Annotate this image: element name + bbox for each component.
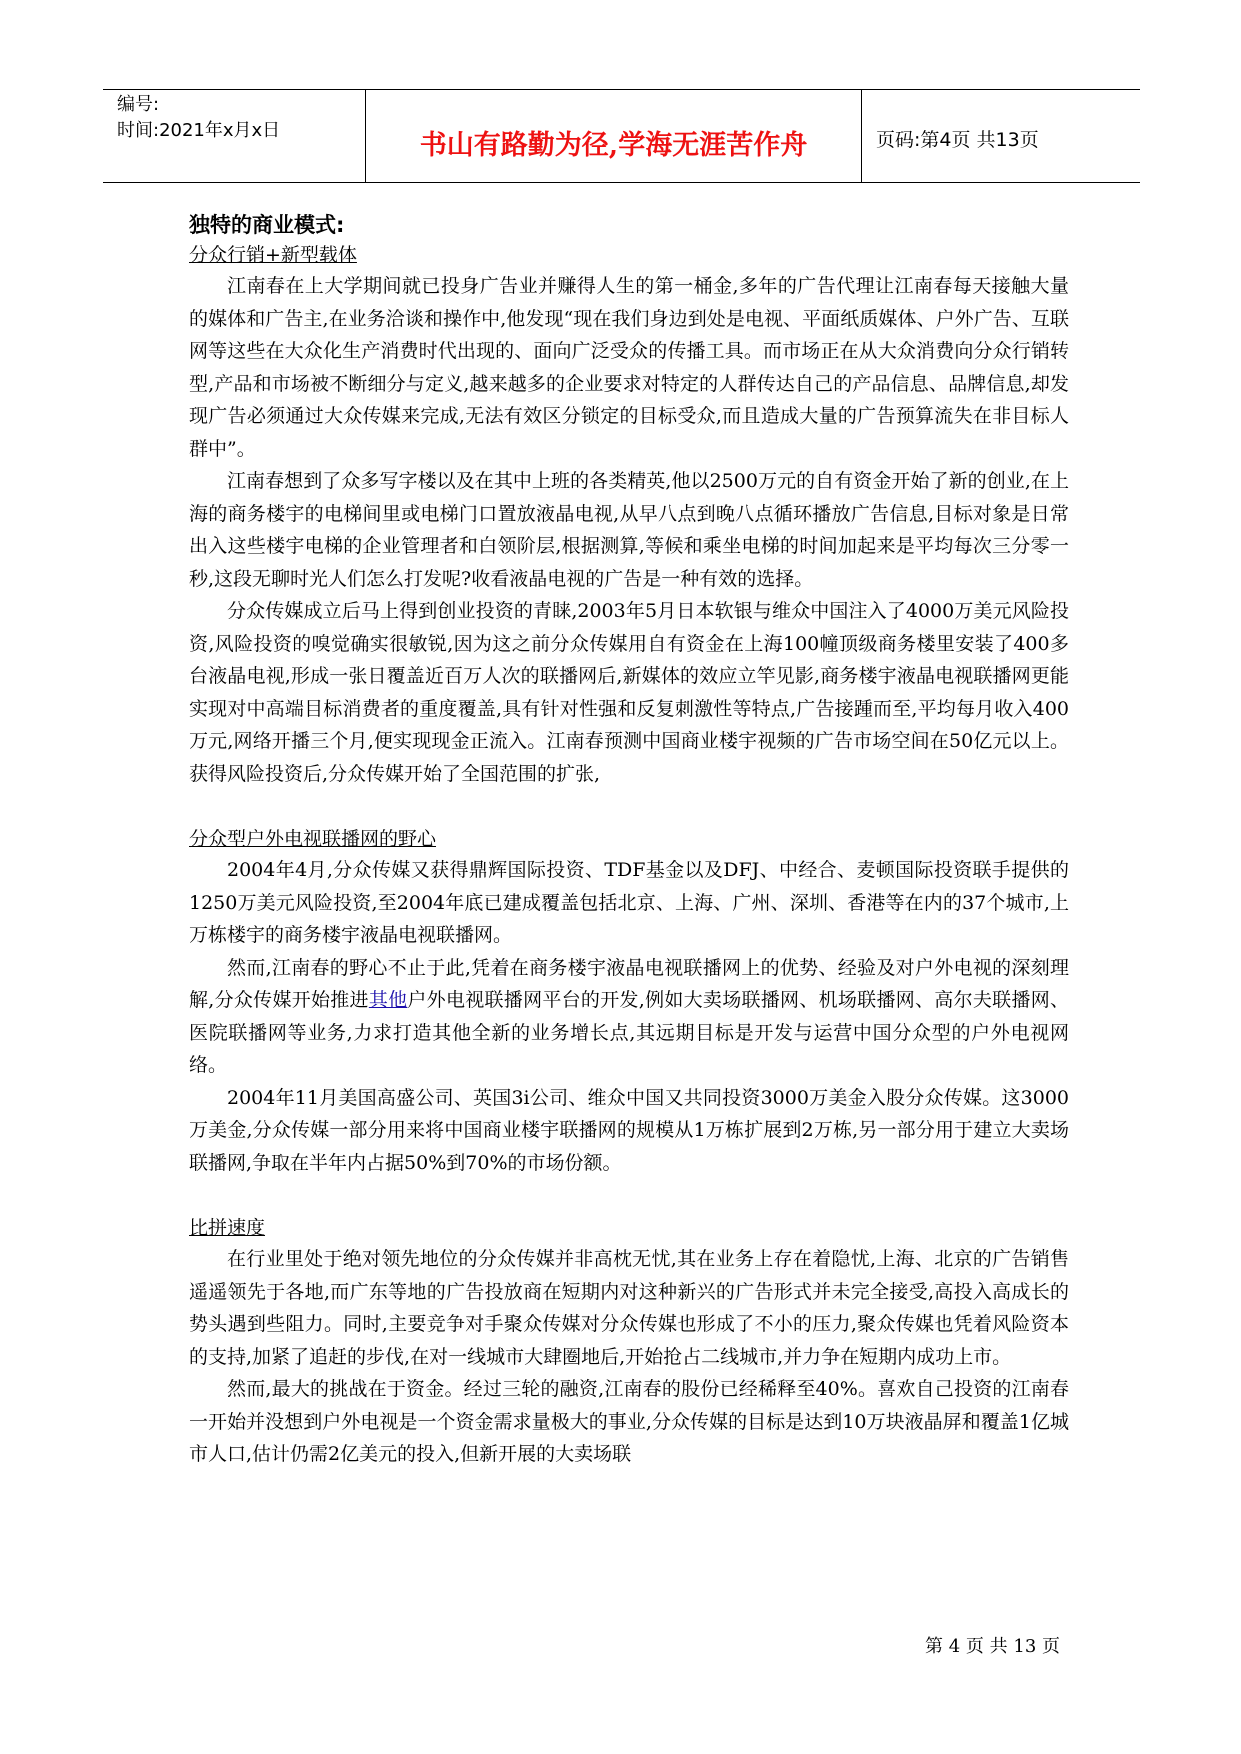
paragraph: 江南春想到了众多写字楼以及在其中上班的各类精英,他以2500万元的自有资金开始了新的创业,在上海的商务楼宇的电梯间里或电梯门口置放液晶电视,从早八点到晚八点循环播放广告信息,目标对象是日常出入这些楼宇电梯的企业管理者和白领阶层,根据测算,等候和乘坐电梯的时间加起来是平均每次三分零一秒,这段无聊时光人们怎么打发呢?收看液晶电视的广告是一种有效的选择。 (189, 470, 1069, 590)
spacer (189, 790, 1069, 824)
paragraph: 2004年11月美国高盛公司、英国3i公司、维众中国又共同投资3000万美金入股分众传媒。这3000万美金,分众传媒一部分用来将中国商业楼宇联播网的规模从1万栋扩展到2万栋,另一部分用于建立大卖场联播网,争取在半年内占据50%到70%的市场份额。 (189, 1086, 1069, 1174)
section-heading-2: 分众型户外电视联播网的野心 (189, 828, 437, 850)
page-number-label: 页码:第4页 共13页 (876, 129, 1039, 151)
section-heading-3: 比拼速度 (189, 1217, 266, 1239)
header-info-cell (103, 90, 366, 182)
section-heading-1: 分众行销+新型载体 (189, 244, 357, 266)
header-table (103, 89, 1140, 183)
paragraph: 在行业里处于绝对领先地位的分众传媒并非高枕无忧,其在业务上存在着隐忧,上海、北京的广告销售遥遥领先于各地,而广东等地的广告投放商在短期内对这种新兴的广告形式并未完全接受,高投入高成长的势头遇到些阻力。同时,主要竞争对手聚众传媒对分众传媒也形成了不小的压力,聚众传媒也凭着风险资本的支持,加紧了追赶的步伐,在对一线城市大肆圈地后,开始抢占二线城市,并力争在短期内成功上市。 (189, 1248, 1069, 1368)
other-link[interactable]: 其他 (368, 989, 408, 1011)
spacer (189, 1179, 1069, 1213)
serial-label: 编号: (117, 94, 160, 115)
header-motto-cell (366, 90, 862, 182)
page-footer: 第 4 页 共 13 页 (925, 1636, 1060, 1657)
article-title: 独特的商业模式: (189, 213, 345, 237)
paragraph-text: 户外电视联播网平台的开发,例如大卖场联播网、机场联播网、高尔夫联播网、医院联播网等业务,力求打造其他全新的业务增长点,其远期目标是开发与运营中国分众型的户外电视网络。 (189, 989, 1069, 1076)
motto: 书山有路勤为径,学海无涯苦作舟 (419, 130, 808, 161)
paragraph (189, 952, 1069, 1082)
header-page-cell (862, 90, 1140, 182)
time-label: 时间:2021年x月x日 (117, 120, 281, 141)
paragraph: 2004年4月,分众传媒又获得鼎辉国际投资、TDF基金以及DFJ、中经合、麦顿国际投资联手提供的1250万美元风险投资,至2004年底已建成覆盖包括北京、上海、广州、深圳、香港等在内的37个城市,上万栋楼宇的商务楼宇液晶电视联播网。 (189, 859, 1069, 946)
paragraph: 然而,最大的挑战在于资金。经过三轮的融资,江南春的股份已经稀释至40%。喜欢自己投资的江南春一开始并没想到户外电视是一个资金需求量极大的事业,分众传媒的目标是达到10万块液晶屏和覆盖1亿城市人口,估计仍需2亿美元的投入,但新开展的大卖场联 (189, 1378, 1069, 1465)
paragraph-text: 然而,江南春的野心不止于此,凭着在商务楼宇液晶电视联播网上的优势、经验及对户外电视的深刻理解,分众传媒开始推进 (189, 956, 1069, 1011)
paragraph: 分众传媒成立后马上得到创业投资的青睐,2003年5月日本软银与维众中国注入了4000万美元风险投资,风险投资的嗅觉确实很敏锐,因为这之前分众传媒用自有资金在上海100幢顶级商务楼里安装了400多台液晶电视,形成一张日覆盖近百万人次的联播网后,新媒体的效应立竿见影,商务楼宇液晶电视联播网更能实现对中高端目标消费者的重度覆盖,具有针对性强和反复刺激性等特点,广告接踵而至,平均每月收入400万元,网络开播三个月,便实现现金正流入。江南春预测中国商业楼宇视频的广告市场空间在50亿元以上。获得风险投资后,分众传媒开始了全国范围的扩张, (189, 600, 1069, 785)
paragraph: 江南春在上大学期间就已投身广告业并赚得人生的第一桶金,多年的广告代理让江南春每天接触大量的媒体和广告主,在业务洽谈和操作中,他发现“现在我们身边到处是电视、平面纸质媒体、户外广告、互联网等这些在大众化生产消费时代出现的、面向广泛受众的传播工具。而市场正在从大众消费向分众行销转型,产品和市场被不断细分与定义,越来越多的企业要求对特定的人群传达自己的产品信息、品牌信息,却发现广告必须通过大众传媒来完成,无法有效区分锁定的目标受众,而且造成大量的广告预算流失在非目标人群中”。 (189, 275, 1069, 460)
article-body (189, 210, 1069, 1471)
